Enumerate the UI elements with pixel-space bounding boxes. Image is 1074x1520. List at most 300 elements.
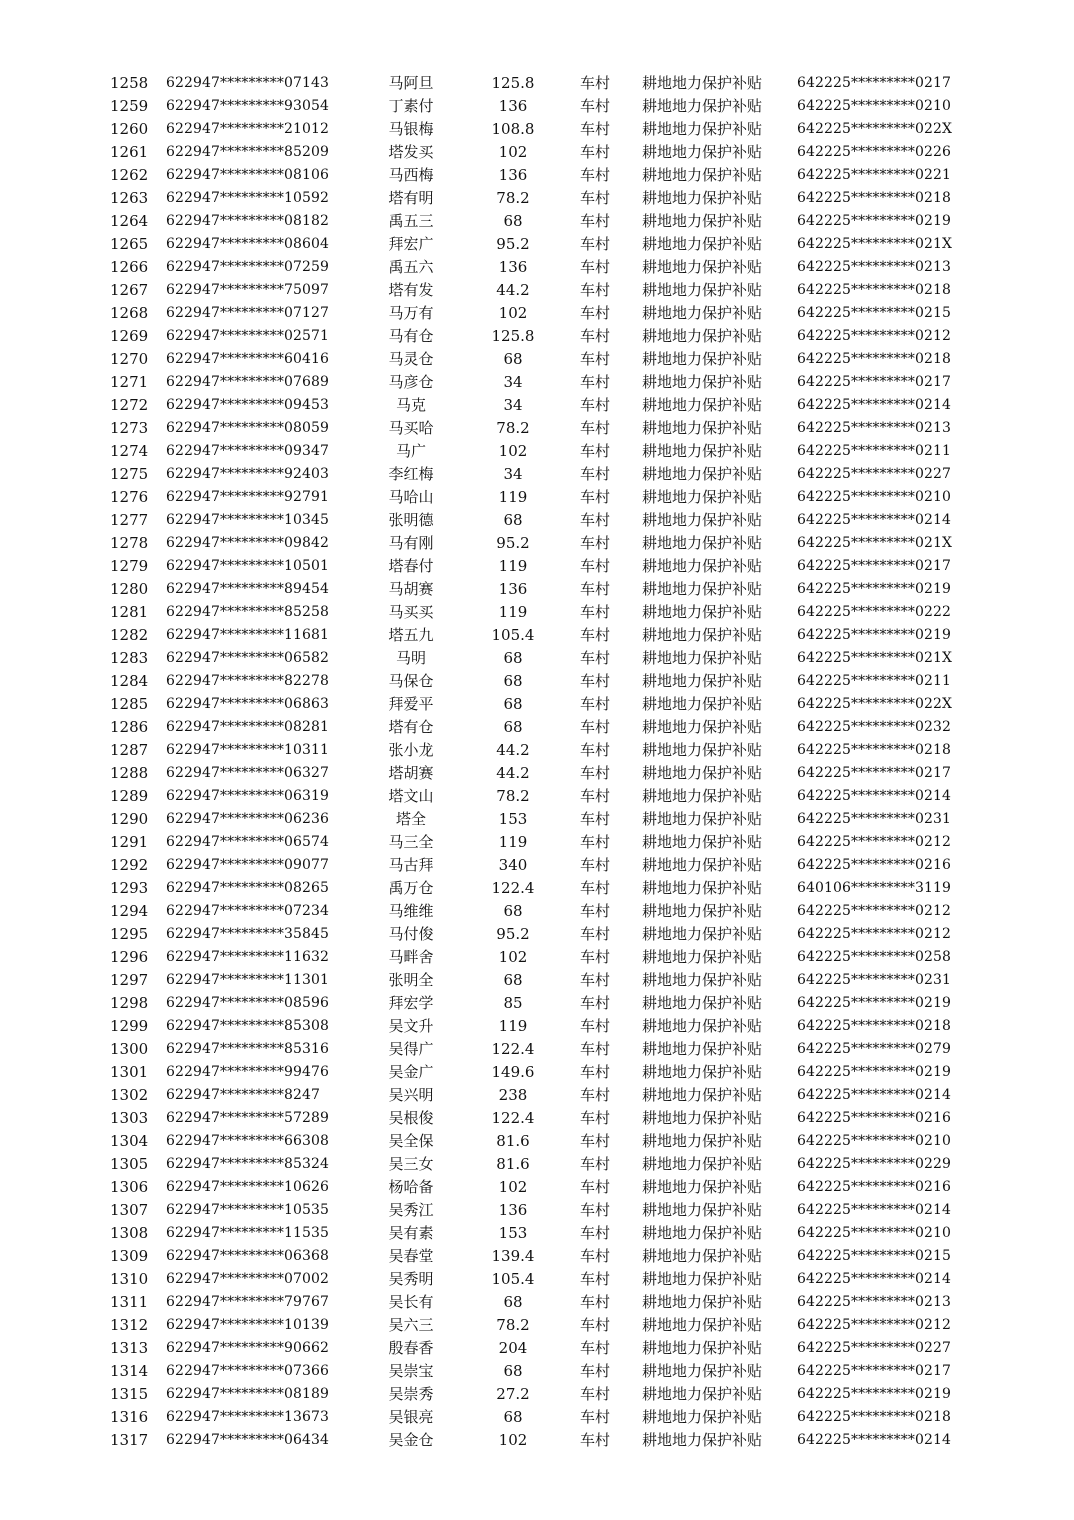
village-name: 车村	[580, 810, 611, 828]
subsidy-type: 耕地地力保护补贴	[642, 1293, 763, 1311]
account-number: 622947*********11632	[166, 949, 329, 965]
subsidy-type: 耕地地力保护补贴	[642, 1316, 763, 1334]
row-number: 1261	[110, 143, 149, 161]
table-row	[0, 95, 1074, 118]
subsidy-type: 耕地地力保护补贴	[642, 1086, 763, 1104]
id-number: 642225*********0214	[797, 788, 951, 804]
table-row	[0, 1015, 1074, 1038]
village-name: 车村	[580, 212, 611, 230]
subsidy-amount: 125.8	[491, 74, 535, 92]
account-number: 622947*********21012	[166, 121, 329, 137]
subsidy-type: 耕地地力保护补贴	[642, 787, 763, 805]
row-number: 1285	[110, 695, 149, 713]
id-number: 642225*********0226	[797, 144, 951, 160]
row-number: 1276	[110, 488, 149, 506]
account-number: 622947*********06368	[166, 1248, 329, 1264]
person-name: 塔有发	[388, 281, 434, 299]
table-row	[0, 1314, 1074, 1337]
subsidy-amount: 153	[498, 810, 528, 828]
id-number: 642225*********0212	[797, 834, 951, 850]
person-name: 吴三女	[388, 1155, 434, 1173]
account-number: 622947*********75097	[166, 282, 329, 298]
row-number: 1307	[110, 1201, 149, 1219]
subsidy-amount: 122.4	[491, 879, 535, 897]
account-number: 622947*********10626	[166, 1179, 329, 1195]
row-number: 1296	[110, 948, 149, 966]
subsidy-type: 耕地地力保护补贴	[642, 1063, 763, 1081]
row-number: 1315	[110, 1385, 149, 1403]
account-number: 622947*********93054	[166, 98, 329, 114]
id-number: 642225*********0219	[797, 581, 951, 597]
id-number: 642225*********0218	[797, 190, 951, 206]
village-name: 车村	[580, 465, 611, 483]
row-number: 1279	[110, 557, 149, 575]
person-name: 马保仓	[388, 672, 434, 690]
row-number: 1309	[110, 1247, 149, 1265]
subsidy-type: 耕地地力保护补贴	[642, 1431, 763, 1449]
village-name: 车村	[580, 488, 611, 506]
person-name: 拜爱平	[388, 695, 434, 713]
table-row	[0, 1268, 1074, 1291]
row-number: 1312	[110, 1316, 149, 1334]
person-name: 吴秀明	[388, 1270, 434, 1288]
subsidy-type: 耕地地力保护补贴	[642, 1132, 763, 1150]
village-name: 车村	[580, 672, 611, 690]
subsidy-type: 耕地地力保护补贴	[642, 304, 763, 322]
subsidy-type: 耕地地力保护补贴	[642, 534, 763, 552]
subsidy-amount: 44.2	[496, 764, 530, 782]
subsidy-amount: 105.4	[491, 626, 535, 644]
subsidy-type: 耕地地力保护补贴	[642, 672, 763, 690]
table-row	[0, 808, 1074, 831]
person-name: 马彦仓	[388, 373, 434, 391]
table-row	[0, 72, 1074, 95]
account-number: 622947*********8247	[166, 1087, 320, 1103]
subsidy-type: 耕地地力保护补贴	[642, 649, 763, 667]
person-name: 李红梅	[388, 465, 434, 483]
village-name: 车村	[580, 1316, 611, 1334]
account-number: 622947*********85258	[166, 604, 329, 620]
table-row	[0, 762, 1074, 785]
table-row	[0, 555, 1074, 578]
id-number: 642225*********0211	[797, 673, 951, 689]
id-number: 642225*********0219	[797, 627, 951, 643]
id-number: 642225*********021X	[797, 236, 953, 252]
subsidy-type: 耕地地力保护补贴	[642, 373, 763, 391]
subsidy-type: 耕地地力保护补贴	[642, 488, 763, 506]
table-row	[0, 969, 1074, 992]
id-number: 642225*********0218	[797, 351, 951, 367]
subsidy-amount: 44.2	[496, 741, 530, 759]
row-number: 1269	[110, 327, 149, 345]
subsidy-amount: 68	[503, 718, 523, 736]
id-number: 642225*********0214	[797, 1271, 951, 1287]
subsidy-amount: 95.2	[496, 925, 530, 943]
subsidy-amount: 102	[498, 948, 528, 966]
person-name: 马买买	[388, 603, 434, 621]
person-name: 马有仓	[388, 327, 434, 345]
table-row	[0, 187, 1074, 210]
id-number: 642225*********0219	[797, 995, 951, 1011]
row-number: 1298	[110, 994, 149, 1012]
account-number: 622947*********08265	[166, 880, 329, 896]
person-name: 马灵仓	[388, 350, 434, 368]
table-row	[0, 1360, 1074, 1383]
id-number: 642225*********0227	[797, 1340, 951, 1356]
subsidy-amount: 78.2	[496, 419, 530, 437]
subsidy-type: 耕地地力保护补贴	[642, 695, 763, 713]
subsidy-type: 耕地地力保护补贴	[642, 327, 763, 345]
person-name: 吴文升	[388, 1017, 434, 1035]
id-number: 642225*********0219	[797, 1386, 951, 1402]
table-row	[0, 1291, 1074, 1314]
table-row	[0, 302, 1074, 325]
account-number: 622947*********10535	[166, 1202, 329, 1218]
account-number: 622947*********10592	[166, 190, 329, 206]
person-name: 吴长有	[388, 1293, 434, 1311]
village-name: 车村	[580, 1109, 611, 1127]
subsidy-type: 耕地地力保护补贴	[642, 1224, 763, 1242]
village-name: 车村	[580, 649, 611, 667]
table-row	[0, 854, 1074, 877]
subsidy-amount: 68	[503, 350, 523, 368]
person-name: 塔文山	[388, 787, 434, 805]
subsidy-type: 耕地地力保护补贴	[642, 764, 763, 782]
subsidy-amount: 119	[498, 488, 528, 506]
table-row	[0, 256, 1074, 279]
subsidy-amount: 85	[503, 994, 523, 1012]
subsidy-type: 耕地地力保护补贴	[642, 166, 763, 184]
row-number: 1286	[110, 718, 149, 736]
subsidy-type: 耕地地力保护补贴	[642, 212, 763, 230]
person-name: 吴金仓	[388, 1431, 434, 1449]
subsidy-amount: 102	[498, 1431, 528, 1449]
subsidy-amount: 149.6	[491, 1063, 535, 1081]
subsidy-amount: 68	[503, 212, 523, 230]
id-number: 642225*********0212	[797, 1317, 951, 1333]
subsidy-amount: 105.4	[491, 1270, 535, 1288]
person-name: 吴秀江	[388, 1201, 434, 1219]
account-number: 622947*********07127	[166, 305, 329, 321]
person-name: 马有刚	[388, 534, 434, 552]
subsidy-amount: 95.2	[496, 534, 530, 552]
subsidy-type: 耕地地力保护补贴	[642, 1408, 763, 1426]
account-number: 622947*********08182	[166, 213, 329, 229]
subsidy-type: 耕地地力保护补贴	[642, 1247, 763, 1265]
person-name: 拜宏广	[388, 235, 434, 253]
table-row	[0, 233, 1074, 256]
subsidy-type: 耕地地力保护补贴	[642, 1017, 763, 1035]
row-number: 1292	[110, 856, 149, 874]
subsidy-type: 耕地地力保护补贴	[642, 1109, 763, 1127]
id-number: 642225*********0219	[797, 213, 951, 229]
subsidy-amount: 95.2	[496, 235, 530, 253]
id-number: 642225*********0231	[797, 811, 951, 827]
subsidy-type: 耕地地力保护补贴	[642, 1040, 763, 1058]
person-name: 禹五六	[388, 258, 434, 276]
subsidy-type: 耕地地力保护补贴	[642, 258, 763, 276]
account-number: 622947*********09453	[166, 397, 329, 413]
subsidy-amount: 34	[503, 396, 523, 414]
village-name: 车村	[580, 166, 611, 184]
village-name: 车村	[580, 580, 611, 598]
person-name: 马西梅	[388, 166, 434, 184]
id-number: 642225*********0219	[797, 1064, 951, 1080]
subsidy-type: 耕地地力保护补贴	[642, 833, 763, 851]
subsidy-amount: 44.2	[496, 281, 530, 299]
account-number: 622947*********07259	[166, 259, 329, 275]
row-number: 1263	[110, 189, 149, 207]
account-number: 622947*********82278	[166, 673, 329, 689]
person-name: 禹五三	[388, 212, 434, 230]
person-name: 塔胡赛	[388, 764, 434, 782]
subsidy-amount: 102	[498, 1178, 528, 1196]
account-number: 622947*********07143	[166, 75, 329, 91]
village-name: 车村	[580, 235, 611, 253]
row-number: 1271	[110, 373, 149, 391]
subsidy-type: 耕地地力保护补贴	[642, 1339, 763, 1357]
subsidy-amount: 68	[503, 695, 523, 713]
subsidy-amount: 102	[498, 304, 528, 322]
subsidy-type: 耕地地力保护补贴	[642, 442, 763, 460]
account-number: 622947*********09842	[166, 535, 329, 551]
person-name: 塔有仓	[388, 718, 434, 736]
subsidy-amount: 153	[498, 1224, 528, 1242]
row-number: 1266	[110, 258, 149, 276]
subsidy-type: 耕地地力保护补贴	[642, 120, 763, 138]
village-name: 车村	[580, 1339, 611, 1357]
id-number: 642225*********0212	[797, 903, 951, 919]
table-row	[0, 1176, 1074, 1199]
person-name: 马维维	[388, 902, 434, 920]
person-name: 吴崇宝	[388, 1362, 434, 1380]
subsidy-type: 耕地地力保护补贴	[642, 143, 763, 161]
subsidy-amount: 102	[498, 143, 528, 161]
row-number: 1300	[110, 1040, 149, 1058]
id-number: 642225*********0217	[797, 1363, 951, 1379]
id-number: 642225*********0212	[797, 926, 951, 942]
village-name: 车村	[580, 1086, 611, 1104]
subsidy-amount: 136	[498, 166, 528, 184]
id-number: 642225*********0213	[797, 1294, 951, 1310]
subsidy-amount: 136	[498, 1201, 528, 1219]
account-number: 622947*********85324	[166, 1156, 329, 1172]
account-number: 622947*********11681	[166, 627, 329, 643]
account-number: 622947*********09077	[166, 857, 329, 873]
subsidy-amount: 136	[498, 258, 528, 276]
village-name: 车村	[580, 189, 611, 207]
row-number: 1282	[110, 626, 149, 644]
person-name: 塔春付	[388, 557, 434, 575]
id-number: 642225*********0227	[797, 466, 951, 482]
table-row	[0, 394, 1074, 417]
person-name: 塔五九	[388, 626, 434, 644]
village-name: 车村	[580, 373, 611, 391]
row-number: 1268	[110, 304, 149, 322]
person-name: 丁素付	[388, 97, 434, 115]
row-number: 1294	[110, 902, 149, 920]
account-number: 622947*********06582	[166, 650, 329, 666]
id-number: 642225*********0213	[797, 420, 951, 436]
subsidy-type: 耕地地力保护补贴	[642, 902, 763, 920]
table-row	[0, 440, 1074, 463]
account-number: 622947*********07234	[166, 903, 329, 919]
person-name: 吴银亮	[388, 1408, 434, 1426]
row-number: 1270	[110, 350, 149, 368]
id-number: 642225*********0218	[797, 742, 951, 758]
row-number: 1273	[110, 419, 149, 437]
village-name: 车村	[580, 97, 611, 115]
row-number: 1290	[110, 810, 149, 828]
village-name: 车村	[580, 1178, 611, 1196]
account-number: 622947*********85308	[166, 1018, 329, 1034]
table-row	[0, 1429, 1074, 1452]
subsidy-amount: 68	[503, 1362, 523, 1380]
village-name: 车村	[580, 74, 611, 92]
table-row	[0, 279, 1074, 302]
account-number: 622947*********10501	[166, 558, 329, 574]
row-number: 1264	[110, 212, 149, 230]
person-name: 马万有	[388, 304, 434, 322]
id-number: 642225*********0217	[797, 374, 951, 390]
account-number: 622947*********07366	[166, 1363, 329, 1379]
person-name: 马哈山	[388, 488, 434, 506]
row-number: 1291	[110, 833, 149, 851]
person-name: 吴崇秀	[388, 1385, 434, 1403]
village-name: 车村	[580, 1385, 611, 1403]
subsidy-amount: 108.8	[491, 120, 535, 138]
subsidy-amount: 81.6	[496, 1155, 530, 1173]
account-number: 622947*********60416	[166, 351, 329, 367]
id-number: 642225*********0214	[797, 397, 951, 413]
village-name: 车村	[580, 327, 611, 345]
subsidy-amount: 68	[503, 902, 523, 920]
row-number: 1275	[110, 465, 149, 483]
village-name: 车村	[580, 833, 611, 851]
row-number: 1265	[110, 235, 149, 253]
person-name: 张明德	[388, 511, 434, 529]
account-number: 622947*********79767	[166, 1294, 329, 1310]
account-number: 622947*********99476	[166, 1064, 329, 1080]
village-name: 车村	[580, 1040, 611, 1058]
account-number: 622947*********85209	[166, 144, 329, 160]
subsidy-amount: 238	[498, 1086, 528, 1104]
table-row	[0, 992, 1074, 1015]
subsidy-amount: 119	[498, 557, 528, 575]
table-row	[0, 509, 1074, 532]
subsidy-amount: 68	[503, 971, 523, 989]
table-row	[0, 348, 1074, 371]
account-number: 622947*********06574	[166, 834, 329, 850]
table-row	[0, 647, 1074, 670]
account-number: 622947*********85316	[166, 1041, 329, 1057]
subsidy-amount: 68	[503, 1293, 523, 1311]
id-number: 642225*********0218	[797, 282, 951, 298]
village-name: 车村	[580, 1063, 611, 1081]
id-number: 642225*********0210	[797, 489, 951, 505]
village-name: 车村	[580, 718, 611, 736]
table-row	[0, 1222, 1074, 1245]
village-name: 车村	[580, 971, 611, 989]
account-number: 622947*********11301	[166, 972, 329, 988]
village-name: 车村	[580, 741, 611, 759]
person-name: 马买哈	[388, 419, 434, 437]
village-name: 车村	[580, 557, 611, 575]
person-name: 张小龙	[388, 741, 434, 759]
account-number: 622947*********08106	[166, 167, 329, 183]
village-name: 车村	[580, 764, 611, 782]
account-number: 622947*********92791	[166, 489, 329, 505]
row-number: 1281	[110, 603, 149, 621]
subsidy-amount: 340	[498, 856, 528, 874]
person-name: 杨哈备	[388, 1178, 434, 1196]
village-name: 车村	[580, 902, 611, 920]
account-number: 622947*********10345	[166, 512, 329, 528]
subsidy-amount: 34	[503, 373, 523, 391]
person-name: 马畔舍	[388, 948, 434, 966]
row-number: 1313	[110, 1339, 149, 1357]
village-name: 车村	[580, 1408, 611, 1426]
id-number: 642225*********0216	[797, 1110, 951, 1126]
subsidy-type: 耕地地力保护补贴	[642, 396, 763, 414]
table-row	[0, 325, 1074, 348]
account-number: 622947*********06327	[166, 765, 329, 781]
row-number: 1284	[110, 672, 149, 690]
row-number: 1278	[110, 534, 149, 552]
account-number: 622947*********92403	[166, 466, 329, 482]
person-name: 马三全	[388, 833, 434, 851]
village-name: 车村	[580, 511, 611, 529]
id-number: 642225*********0222	[797, 604, 951, 620]
row-number: 1259	[110, 97, 149, 115]
account-number: 622947*********06863	[166, 696, 329, 712]
village-name: 车村	[580, 396, 611, 414]
person-name: 吴金广	[388, 1063, 434, 1081]
id-number: 642225*********022X	[797, 121, 953, 137]
person-name: 吴春堂	[388, 1247, 434, 1265]
id-number: 642225*********0211	[797, 443, 951, 459]
village-name: 车村	[580, 350, 611, 368]
table-row	[0, 463, 1074, 486]
id-number: 642225*********0210	[797, 1133, 951, 1149]
subsidy-amount: 68	[503, 672, 523, 690]
account-number: 622947*********06434	[166, 1432, 329, 1448]
village-name: 车村	[580, 1201, 611, 1219]
table-row	[0, 532, 1074, 555]
row-number: 1287	[110, 741, 149, 759]
row-number: 1283	[110, 649, 149, 667]
row-number: 1295	[110, 925, 149, 943]
id-number: 642225*********0213	[797, 259, 951, 275]
subsidy-type: 耕地地力保护补贴	[642, 580, 763, 598]
table-row	[0, 1199, 1074, 1222]
subsidy-amount: 81.6	[496, 1132, 530, 1150]
subsidy-amount: 102	[498, 442, 528, 460]
subsidy-table	[0, 72, 1074, 1452]
village-name: 车村	[580, 143, 611, 161]
id-number: 642225*********0214	[797, 1202, 951, 1218]
id-number: 642225*********0217	[797, 558, 951, 574]
table-row	[0, 417, 1074, 440]
person-name: 吴有素	[388, 1224, 434, 1242]
subsidy-type: 耕地地力保护补贴	[642, 718, 763, 736]
row-number: 1308	[110, 1224, 149, 1242]
row-number: 1301	[110, 1063, 149, 1081]
table-row	[0, 486, 1074, 509]
subsidy-amount: 119	[498, 833, 528, 851]
person-name: 禹万仓	[388, 879, 434, 897]
row-number: 1272	[110, 396, 149, 414]
